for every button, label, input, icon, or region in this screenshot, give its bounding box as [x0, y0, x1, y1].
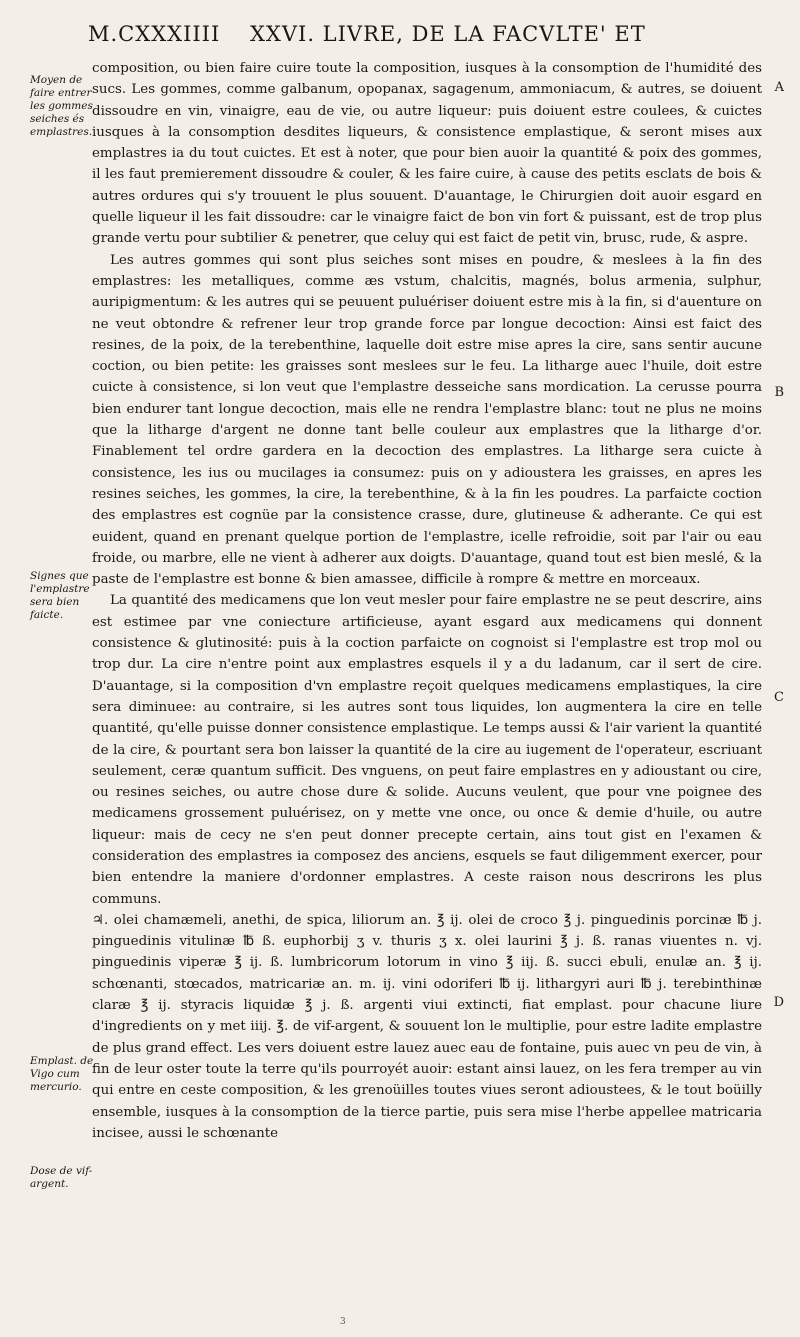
- section-letter: A: [774, 80, 784, 95]
- folio-number: M.CXXXIIII: [88, 22, 221, 46]
- margin-note: Moyen de faire entrer les gommes seiches és emplastres.: [30, 74, 93, 138]
- paragraph: Les autres gommes qui sont plus seiches sont mises en poudre, & meslees à la fin des emplastres: les metalliques, comme æs vstum, chalcitis, magnés, bolus armenia, sulphur, auripigmentum: & les autres qui se peuuent puluériser doiuent estre mis à la fin, si d'auenture on ne veut obtondre & refrener leur trop grande force par longue decoction: Ainsi est faict des resines, de la poix, de la terebenthine, laquelle doit estre mise apres la cire, sans sentir aucune coction, ou bien petite: les graisses sont meslees sur le feu. La litharge auec l'huile, doit estre cuicte à consistence, si lon veut que l'emplastre desseiche sans mordication. La cerusse pourra bien endurer tant longue decoction, mais elle ne rendra l'emplastre blanc: tout ne plus ne moins que la litharge d'argent ne donne tant belle couleur aux emplastres que la litharge d'or. Finablement tel ordre gardera en la decoction des emplastres. La litharge sera cuicte à consistence, les ius ou mucilages ia consumez: puis on y adioustera les graisses, en apres les resines seiches, les gommes, la cire, la terebenthine, & à la fin les poudres. La parfaicte coction des emplastres est cognüe par la consistence crasse, dure, glutineuse & adherante. Ce qui est euident, quand en prenant quelque portion de l'emplastre, icelle refroidie, soit par l'air ou eau froide, ou marbre, elle ne vient à adherer aux doigts. D'auantage, quand tout est bien meslé, & la paste de l'emplastre est bonne & bien amassee, difficile à rompre & mettre en morceaux.: [92, 252, 762, 588]
- section-letter: D: [773, 995, 784, 1010]
- running-head: [88, 22, 728, 46]
- margin-note: Signes que l'emplastre sera bien faicte.: [30, 570, 90, 621]
- running-title: XXVI. LIVRE, DE LA FACVLTE' ET: [249, 22, 646, 46]
- margin-note: Dose de vif-argent.: [30, 1165, 93, 1190]
- paragraph: La quantité des medicamens que lon veut mesler pour faire emplastre ne se peut descrire, ains est estimee par vne coniecture artificieuse, ayant esgard aux medicamens qui donnent consistence & glutinosité: puis à la coction parfaicte on cognoist si l'emplastre est trop mol ou trop dur. La cire n'entre point aux emplastres esquels il y a du ladanum, car il sert de cire. D'auantage, si la composition d'vn emplastre reçoit quelques medicamens emplastiques, la cire sera diminuee: au contraire, si les autres sont tous liquides, lon augmentera la cire en telle quantité, qu'elle puisse donner consistence emplastique. Le temps aussi & l'air varient la quantité de la cire, & pourtant sera bon laisser la quantité de la cire au iugement de l'operateur, escriuant seulement, ceræ quantum sufficit. Des vnguens, on peut faire emplastres en y adioustant ou cire, ou resines seiches, ou autre chose dure & solide. Aucuns veulent, que pour vne poignee des medicamens grossement puluérisez, on y mette vne once, ou once & demie d'huile, ou autre liqueur: mais de cecy ne s'en peut donner precepte certain, ains tout gist en l'examen & consideration des emplastres ia composez des anciens, esquels se faut diligemment exercer, pour bien entendre la maniere d'ordonner emplastres. A ceste raison nous descrirons les plus communs.: [92, 593, 762, 907]
- page-mark: 3: [340, 1317, 346, 1327]
- body-text: [92, 58, 762, 1144]
- margin-note: Emplast. de Vigo cum mercurio.: [30, 1055, 94, 1093]
- section-letter: C: [774, 690, 784, 705]
- section-letter: B: [774, 385, 784, 400]
- recipe-paragraph: ♃. olei chamæmeli, anethi, de spica, liliorum an. ℥ ij. olei de croco ℥ j. pinguedinis porcinæ ℔ j. pinguedinis vitulinæ ℔ ß. euphorbij ʒ v. thuris ʒ x. olei laurini ℥ j. ß. ranas viuentes n. vj. pinguedinis viperæ ℥ ij. ß. lumbricorum lotorum in vino ℥ iij. ß. succi ebuli, enulæ an. ℥ ij. schœnanti, stœcados, matricariæ an. m. ij. vini odoriferi ℔ ij. lithargyri auri ℔ j. terebinthinæ claræ ℥ ij. styracis liquidæ ℥ j. ß. argenti viui extincti, fiat emplast. pour chacune liure d'ingredients on y met iiij. ℥. de vif-argent, & souuent lon le multiplie, pour estre ladite emplastre de plus grand effect. Les vers doiuent estre lauez auec eau de fontaine, puis auec vn peu de vin, à fin de leur oster toute la terre qu'ils pourroyét auoir: estant ainsi lauez, on les fera tremper au vin qui entre en ceste composition, & les grenoüilles toutes viues seront adioustees, & le tout boüilly ensemble, iusques à la consomption de la tierce partie, puis sera mise l'herbe appellee matricaria incisee, aussi le schœnante: [92, 912, 762, 1141]
- paragraph: composition, ou bien faire cuire toute la composition, iusques à la consomption de l'humidité des sucs. Les gommes, comme galbanum, opopanax, sagagenum, ammoniacum, & autres, se doiuent dissoudre en vin, vinaigre, eau de vie, ou autre liqueur: puis doiuent estre coulees, & cuictes iusques à la consomption desdites liqueurs, & consistence emplastique, & seront mises aux emplastres ia du tout cuictes. Et est à noter, que pour bien auoir la quantité & poix des gommes, il les faut premierement dissoudre & couler, & les faire cuire, à cause des petits esclats de bois & autres ordures qui s'y trouuent le plus souuent. D'auantage, le Chirurgien doit auoir esgard en quelle liqueur il les fait dissoudre: car le vinaigre faict de bon vin fort & puissant, est de trop plus grande vertu pour subtilier & penetrer, que celuy qui est faict de petit vin, brusc, rude, & aspre.: [92, 61, 762, 247]
